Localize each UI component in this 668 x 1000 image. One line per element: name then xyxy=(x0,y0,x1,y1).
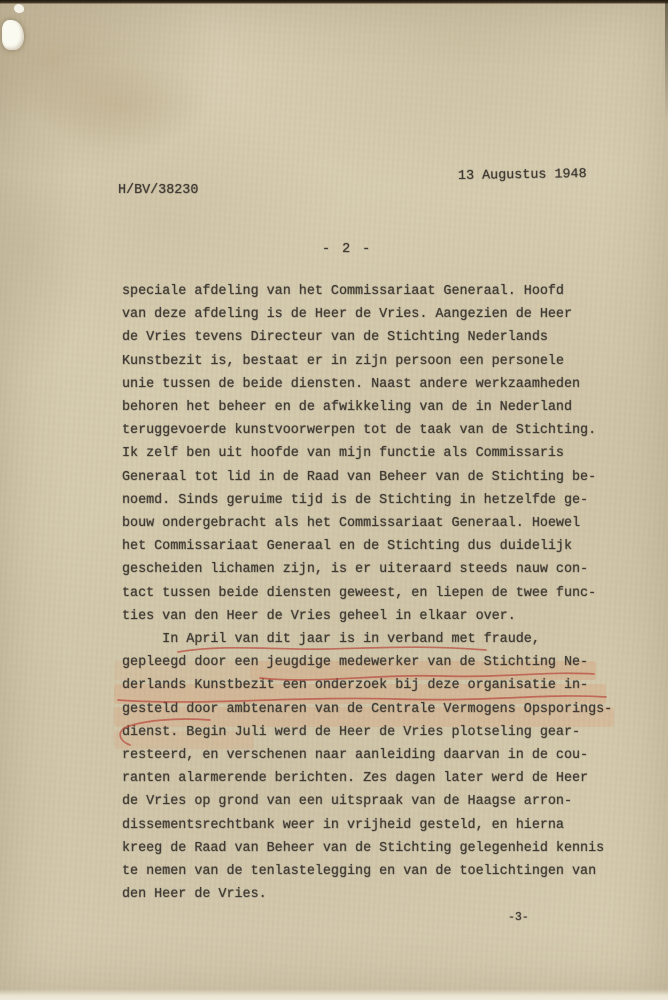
typed-line: dienst. Begin Juli werd de Heer de Vries plotseling gear- xyxy=(122,724,581,740)
scan-edge-bottom xyxy=(0,989,668,1000)
typed-line: te nemen van de tenlastelegging en van de toelichtingen van xyxy=(122,864,597,880)
typed-line: ranten alarmerende berichten. Zes dagen later werd de Heer xyxy=(122,771,589,787)
typed-line: Kunstbezit is, bestaat er in zijn persoon een personele xyxy=(122,353,564,369)
typed-line: gepleegd door een jeugdige medewerker van de Stichting Ne- xyxy=(122,655,589,671)
paper-stain xyxy=(0,120,90,380)
torn-corner-spot xyxy=(2,20,24,50)
typed-line: derlands Kunstbezit een onderzoek bij deze organisatie in- xyxy=(122,678,589,694)
typed-line: noemd. Sinds geruime tijd is de Stichting in hetzelfde ge- xyxy=(122,492,589,508)
typed-line: speciale afdeling van het Commissariaat Generaal. Hoofd xyxy=(122,284,564,299)
typed-line: bouw ondergebracht als het Commissariaat Generaal. Hoewel xyxy=(122,516,581,532)
body-text xyxy=(122,280,612,906)
typed-line: tact tussen beide diensten geweest, en liepen de twee func- xyxy=(122,585,597,601)
catchword-next-page: -3- xyxy=(508,911,529,924)
scan-edge-top xyxy=(0,0,668,4)
typed-line: het Commissariaat Generaal en de Stichting dus duidelijk xyxy=(122,539,572,555)
torn-corner-spot xyxy=(14,4,24,13)
typed-line: den Heer de Vries. xyxy=(122,887,267,903)
typed-line: de Vries op grond van een uitspraak van de Haagse arron- xyxy=(122,794,572,810)
paper-stain xyxy=(30,60,210,150)
typed-line: Ik zelf ben uit hoofde van mijn functie als Commissaris xyxy=(122,446,564,462)
page-number: - 2 - xyxy=(322,242,373,257)
typed-line: resteerd, en verschenen naar aanleiding daarvan in de cou- xyxy=(122,748,589,764)
typed-line: gescheiden lichamen zijn, is er uiteraard steeds nauw con- xyxy=(122,562,589,578)
typed-line: teruggevoerde kunstvoorwerpen tot de taak van de Stichting. xyxy=(122,423,597,439)
typed-line: de Vries tevens Directeur van de Stichting Nederlands xyxy=(122,330,548,346)
typed-line: gesteld door ambtenaren van de Centrale Vermogens Opsporings- xyxy=(122,701,613,717)
reference-number: H/BV/38230 xyxy=(118,183,199,198)
document-date: 13 Augustus 1948 xyxy=(457,166,587,185)
typed-line: dissementsrechtbank weer in vrijheid gesteld, en hierna xyxy=(122,817,564,833)
typed-line: behoren het beheer en de afwikkeling van de in Nederland xyxy=(122,400,572,416)
typed-line: Generaal tot lid in de Raad van Beheer van de Stichting be- xyxy=(122,469,597,485)
typed-line: In April van dit jaar is in verband met fraude, xyxy=(122,632,540,648)
typed-line: ties van den Heer de Vries geheel in elkaar over. xyxy=(122,608,516,624)
typed-line: kreeg de Raad van Beheer van de Stichting gelegenheid kennis xyxy=(122,840,605,856)
typed-line: unie tussen de beide diensten. Naast andere werkzaamheden xyxy=(122,376,581,392)
typed-line: van deze afdeling is de Heer de Vries. Aangezien de Heer xyxy=(122,307,572,323)
